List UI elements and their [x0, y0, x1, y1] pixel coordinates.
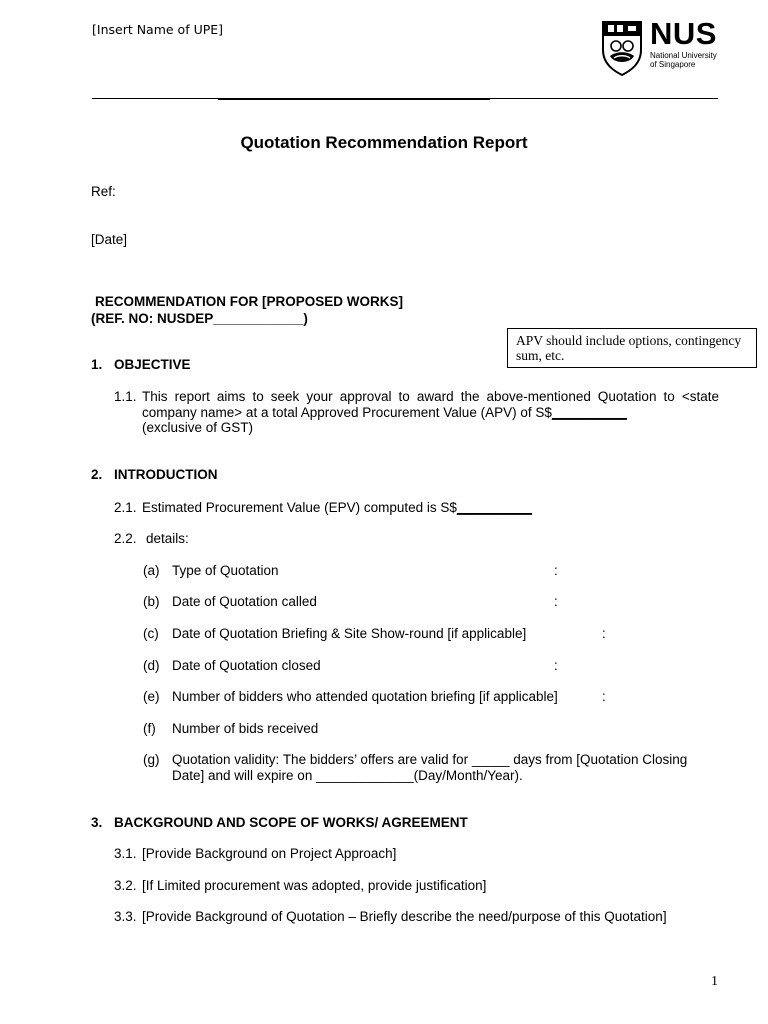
para-3-3-number: 3.3. — [114, 909, 137, 924]
item-a-colon: : — [554, 563, 558, 578]
section-1-heading: OBJECTIVE — [114, 357, 191, 372]
logo-subtitle-1: National University — [650, 51, 717, 60]
epv-blank: __________ — [456, 500, 532, 515]
item-e-letter: (e) — [143, 689, 160, 704]
recommendation-ref: (REF. NO: NUSDEP____________) — [91, 311, 308, 326]
para-2-1-text — [142, 500, 532, 515]
item-a-letter: (a) — [143, 563, 160, 578]
upe-name-placeholder: [Insert Name of UPE] — [92, 22, 224, 37]
item-d-letter: (d) — [143, 658, 160, 673]
para-3-2-text: [If Limited procurement was adopted, provide justification] — [142, 878, 487, 893]
para-3-1-text: [Provide Background on Project Approach] — [142, 846, 397, 861]
item-g-letter: (g) — [143, 752, 160, 767]
item-d-colon: : — [554, 658, 558, 673]
section-3-number: 3. — [91, 815, 103, 830]
item-f-letter: (f) — [143, 721, 156, 736]
item-d-text: Date of Quotation closed — [172, 658, 321, 673]
item-b-colon: : — [554, 594, 558, 609]
item-g-line-1: Quotation validity: The bidders’ offers are valid for _____ days from [Quotation Closing — [172, 752, 688, 767]
para-3-2-number: 3.2. — [114, 878, 137, 893]
para-1-1-body: This report aims to seek your approval to award the above-mentioned Quotation to <state company name> at a total Approved Procurement Value (APV) of S$ — [142, 389, 719, 420]
logo-wordmark: NUS — [650, 16, 717, 51]
section-2-number: 2. — [91, 467, 103, 482]
item-e-colon: : — [602, 689, 606, 704]
para-2-1-number: 2.1. — [114, 500, 137, 515]
item-g-line-2: Date] and will expire on _____________(Day/Month/Year). — [172, 768, 523, 783]
para-1-1-number: 1.1. — [114, 389, 137, 404]
logo-subtitle-2: of Singapore — [650, 60, 696, 69]
para-3-3-text: [Provide Background of Quotation – Briefly describe the need/purpose of this Quotation] — [142, 909, 667, 924]
ref-label: Ref: — [91, 184, 116, 199]
nus-logo — [600, 16, 726, 76]
apv-blank: __________ — [551, 404, 627, 420]
page-number: 1 — [711, 974, 718, 989]
para-1-1-tail: (exclusive of GST) — [142, 420, 254, 435]
recommendation-heading: RECOMMENDATION FOR [PROPOSED WORKS] — [95, 294, 403, 309]
item-a-text: Type of Quotation — [172, 563, 279, 578]
para-1-1-text — [142, 389, 719, 420]
para-2-2-number: 2.2. — [114, 531, 137, 546]
item-f-text: Number of bids received — [172, 721, 319, 736]
item-c-colon: : — [602, 626, 606, 641]
apv-note-box: APV should include options, contingency sum, etc. — [507, 328, 757, 368]
date-placeholder: [Date] — [91, 232, 128, 247]
para-2-1-body: Estimated Procurement Value (EPV) computed is S$ — [142, 500, 457, 515]
item-c-letter: (c) — [143, 626, 159, 641]
header-divider-accent — [218, 99, 490, 100]
para-2-2-text: details: — [146, 531, 189, 546]
item-e-text: Number of bidders who attended quotation briefing [if applicable] — [172, 689, 558, 704]
section-1-number: 1. — [91, 357, 103, 372]
item-c-text: Date of Quotation Briefing & Site Show-round [if applicable] — [172, 626, 527, 641]
page-title: Quotation Recommendation Report — [240, 133, 528, 152]
item-b-text: Date of Quotation called — [172, 594, 317, 609]
section-3-heading: BACKGROUND AND SCOPE OF WORKS/ AGREEMENT — [114, 815, 468, 830]
item-b-letter: (b) — [143, 594, 160, 609]
para-3-1-number: 3.1. — [114, 846, 137, 861]
section-2-heading: INTRODUCTION — [114, 467, 218, 482]
